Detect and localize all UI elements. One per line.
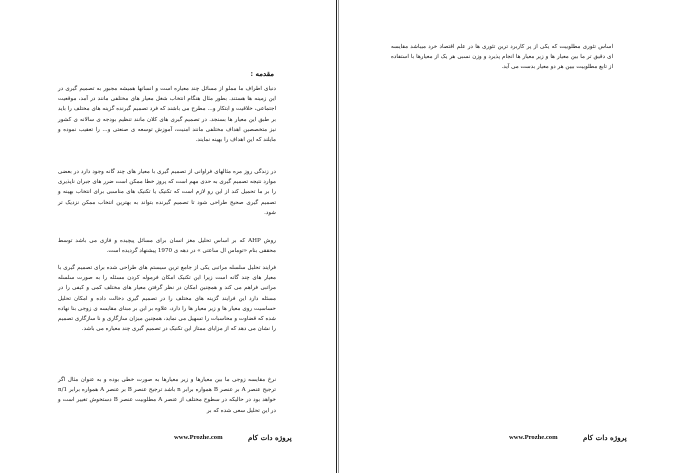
paragraph-2: در زندگی روز مره مثالهای فراوانی از تصمیم گیری با معیار های چند گانه وجود دارد در بعضی موارد نتیجه تصمیم گیری به حدی مهم است که پروز خطا ممکن است ضرر های جبران ناپذیری را بر ما تحمیل کند از این رو لازم است که تکنیک یا تکنیک های مناسبی برای انتخاب بهینه و تصمیم گیری صحیح طراحی شود تا تصمیم گیرنده بتواند به بهترین انتخاب ممکن نزدیک تر شود. (58, 169, 276, 216)
footer-brand: پروژه دات کام (248, 433, 292, 442)
paragraph-4: فرایند تحلیل سلسله مراتبی یکی از جامع ترین سیستم های طراحی شده برای تصمیم گیری با معیار های چند گانه است زیرا این تکنیک امکان فرموله کردن مسئله را به صورت سلسله مراتبی فراهم می کند و همچنین امکان در نظر گرفتن معیار های مختلف کمی و کیفی را در مسئله دارد این فرایند گزینه های مختلف را در تصمیم گیری دخالت داده و امکان تحلیل حساسیت روی معیار ها و زیر معیار ها را دارد، علاوه بر این بر مبنای مقایسه ی زوجی بنا نهاده شده که قضاوت و محاسبات را تسهیل می نماید، همچنین میزان سازگاری و نا سازگاری تصمیم را نشان می دهد که از مزایای ممتاز این تکنیک در تصمیم گیری چند معیاره می باشد. (58, 265, 276, 333)
introduction-heading: مقدمه : (250, 69, 274, 78)
footer-url: www.Prozhe.com (509, 434, 558, 441)
footer-brand: پروژه دات کام (583, 433, 627, 442)
paragraph-5: نرخ مقایسه زوجی ما بین معیارها و زیر معیارها به صورت خطی بوده و به عنوان مثال اگر ترجیح عنصر A بر عنصر B همواره برابر n باشد ترجیح عنصر B بر عنصر A همواره برابر 1/n خواهد بود در حالیکه در سطوح مختلف از عنصر A مطلوبیت عنصر B دستخوش تغییر است و در این تحلیل سعی شده که بر (58, 377, 276, 414)
paragraph-3: روش AHP که بر اساس تحلیل مغز انسان برای مسائل پیچیده و فازی می باشد توسط محققی بنام «توماس ال ساعتی » در دهه ی 1970 پیشنهاد گردیده است. (58, 238, 276, 255)
footer-url: www.Prozhe.com (174, 434, 223, 441)
paragraph-1: اساس تئوری مطلوبیت که یکی از پر کاربرد ترین تئوری ها در علم اقتصاد خرد میباشد مقایسه ای دقیق تر ما بین معیار ها و زیر معیار ها انجام پذیرد و وزن نسبی هر یک از معیارها با استفاده از تابع مطلوبیت بیین هر دو معیار بدست می آید. (391, 44, 613, 71)
left-page (0, 0, 337, 473)
right-page (338, 0, 678, 473)
paragraph-1: دنیای اطراف ما مملو از مسائل چند معیاره است و انسانها همیشه مجبور به تصمیم گیری در این زمینه ها هستند. بطور مثال هنگام انتخاب شغل معیار های مختلفی مانند در آمد، موقعیت اجتماعی، خلاقیت و ابتکار و... مطرح می باشند که فرد تصمیم گیرنده گزینه های مختلف را باید بر طبق این معیار ها بسنجد. در تصمیم گیری های کلان مانند تنظیم بودجه ی سالانه ی کشور نیز متخصصین اهداف مختلفی مانند امنیت، آموزش توسعه ی صنعتی و... را تعقیب نموده و مایلند که این اهداف را بهینه نمایند. (58, 86, 276, 144)
